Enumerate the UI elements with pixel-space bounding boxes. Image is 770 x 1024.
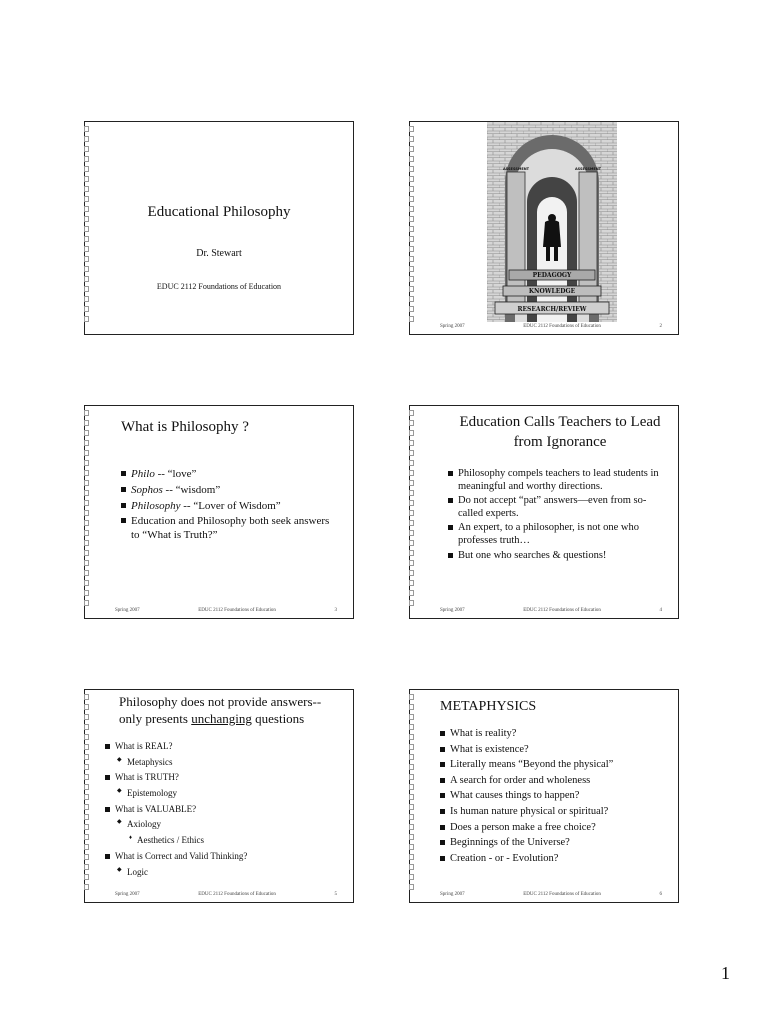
list-item: Literally means “Beyond the physical” [440,759,672,772]
slide-footer [440,324,662,329]
list-subitem: ◆ Epistemology [105,788,345,800]
list-item: Do not accept “pat” answers—even from so-called experts. [448,495,670,520]
list-item: What is existence? [440,744,672,757]
list-subitem: ◆ Logic [105,867,345,879]
notes-lines [84,122,90,338]
slide-footer [440,892,662,897]
footer-slide-number: 6 [659,892,662,897]
slide-2 [409,121,679,335]
slide-3 [84,405,354,619]
arch-word-assessment-left: ASSESSMENT [502,167,530,171]
footer-course: EDUC 2112 Foundations of Education [523,892,601,897]
slide-6 [409,689,679,903]
list-item: Is human nature physical or spiritual? [440,806,672,819]
page-number: 1 [721,963,730,983]
slide-4 [409,405,679,619]
footer-semester: Spring 2007 [440,892,465,897]
arch-word-research: RESEARCH/REVIEW [517,306,587,313]
list-subsubitem: ♦ Aesthetics / Ethics [105,835,345,847]
footer-semester: Spring 2007 [115,892,140,897]
slide-1 [84,121,354,335]
list-item: What is VALUABLE? [105,804,345,816]
list-item: Beginnings of the Universe? [440,837,672,850]
slide-footer [115,608,337,613]
list-item: Does a person make a free choice? [440,822,672,835]
notes-lines [409,690,415,906]
list-item: What is Correct and Valid Thinking? [105,851,345,863]
underlined-word: unchanging [191,710,252,726]
footer-course: EDUC 2112 Foundations of Education [523,324,601,329]
course-name: EDUC 2112 Foundations of Education [156,282,282,291]
list-item: What is TRUTH? [105,772,345,784]
arch-word-assessment-right: ASSESSMENT [574,167,602,171]
slide-title [119,694,321,728]
list-item: Philosophy -- “Lover of Wisdom” [121,500,331,514]
slide-title: Education Calls Teachers to Lead from Ignorance [459,414,661,451]
list-item: Sophos -- “wisdom” [121,484,331,498]
footer-slide-number: 2 [659,324,662,329]
list-item: Education and Philosophy both seek answers to “What is Truth?” [121,515,331,543]
footer-semester: Spring 2007 [115,608,140,613]
footer-semester: Spring 2007 [440,608,465,613]
list-item: An expert, to a philosopher, is not one who professes truth… [448,522,670,547]
list-item: What is REAL? [105,741,345,753]
slide-5 [84,689,354,903]
notes-lines [84,406,90,622]
list-subitem: ◆ Axiology [105,819,345,831]
list-item: But one who searches & questions! [448,550,670,563]
slide-title: What is Philosophy ? [121,419,249,435]
list-item: A search for order and wholeness [440,775,672,788]
footer-course: EDUC 2112 Foundations of Education [198,892,276,897]
list-item: Philosophy compels teachers to lead students in meaningful and worthy directions. [448,468,670,493]
bullet-list [440,728,672,868]
footer-slide-number: 5 [334,892,337,897]
title-line-1: Philosophy does not provide answers-- [119,694,322,709]
slide-subtitle: Dr. Stewart [196,248,242,259]
notes-lines [409,122,415,338]
list-item: What causes things to happen? [440,790,672,803]
footer-course: EDUC 2112 Foundations of Education [198,608,276,613]
footer-slide-number: 3 [334,608,337,613]
list-item: What is reality? [440,728,672,741]
list-subitem: ◆ Metaphysics [105,757,345,769]
arch-word-knowledge: KNOWLEDGE [528,288,576,295]
bullet-list [448,468,670,564]
bullet-list [105,741,345,882]
slide-title: METAPHYSICS [440,699,537,714]
footer-course: EDUC 2112 Foundations of Education [523,608,601,613]
slide-title: Educational Philosophy [147,204,291,220]
list-item: Philo -- “love” [121,468,331,482]
slide-footer [115,892,337,897]
slide-footer [440,608,662,613]
footer-slide-number: 4 [659,608,662,613]
title-line-2: only presents unchanging questions [119,710,305,726]
footer-semester: Spring 2007 [440,324,465,329]
arch-word-pedagogy: PEDAGOGY [532,272,572,279]
notes-lines [84,690,90,906]
list-item: Creation - or - Evolution? [440,853,672,866]
bullet-list [121,468,331,545]
notes-lines [409,406,415,622]
archway-illustration [487,122,617,322]
